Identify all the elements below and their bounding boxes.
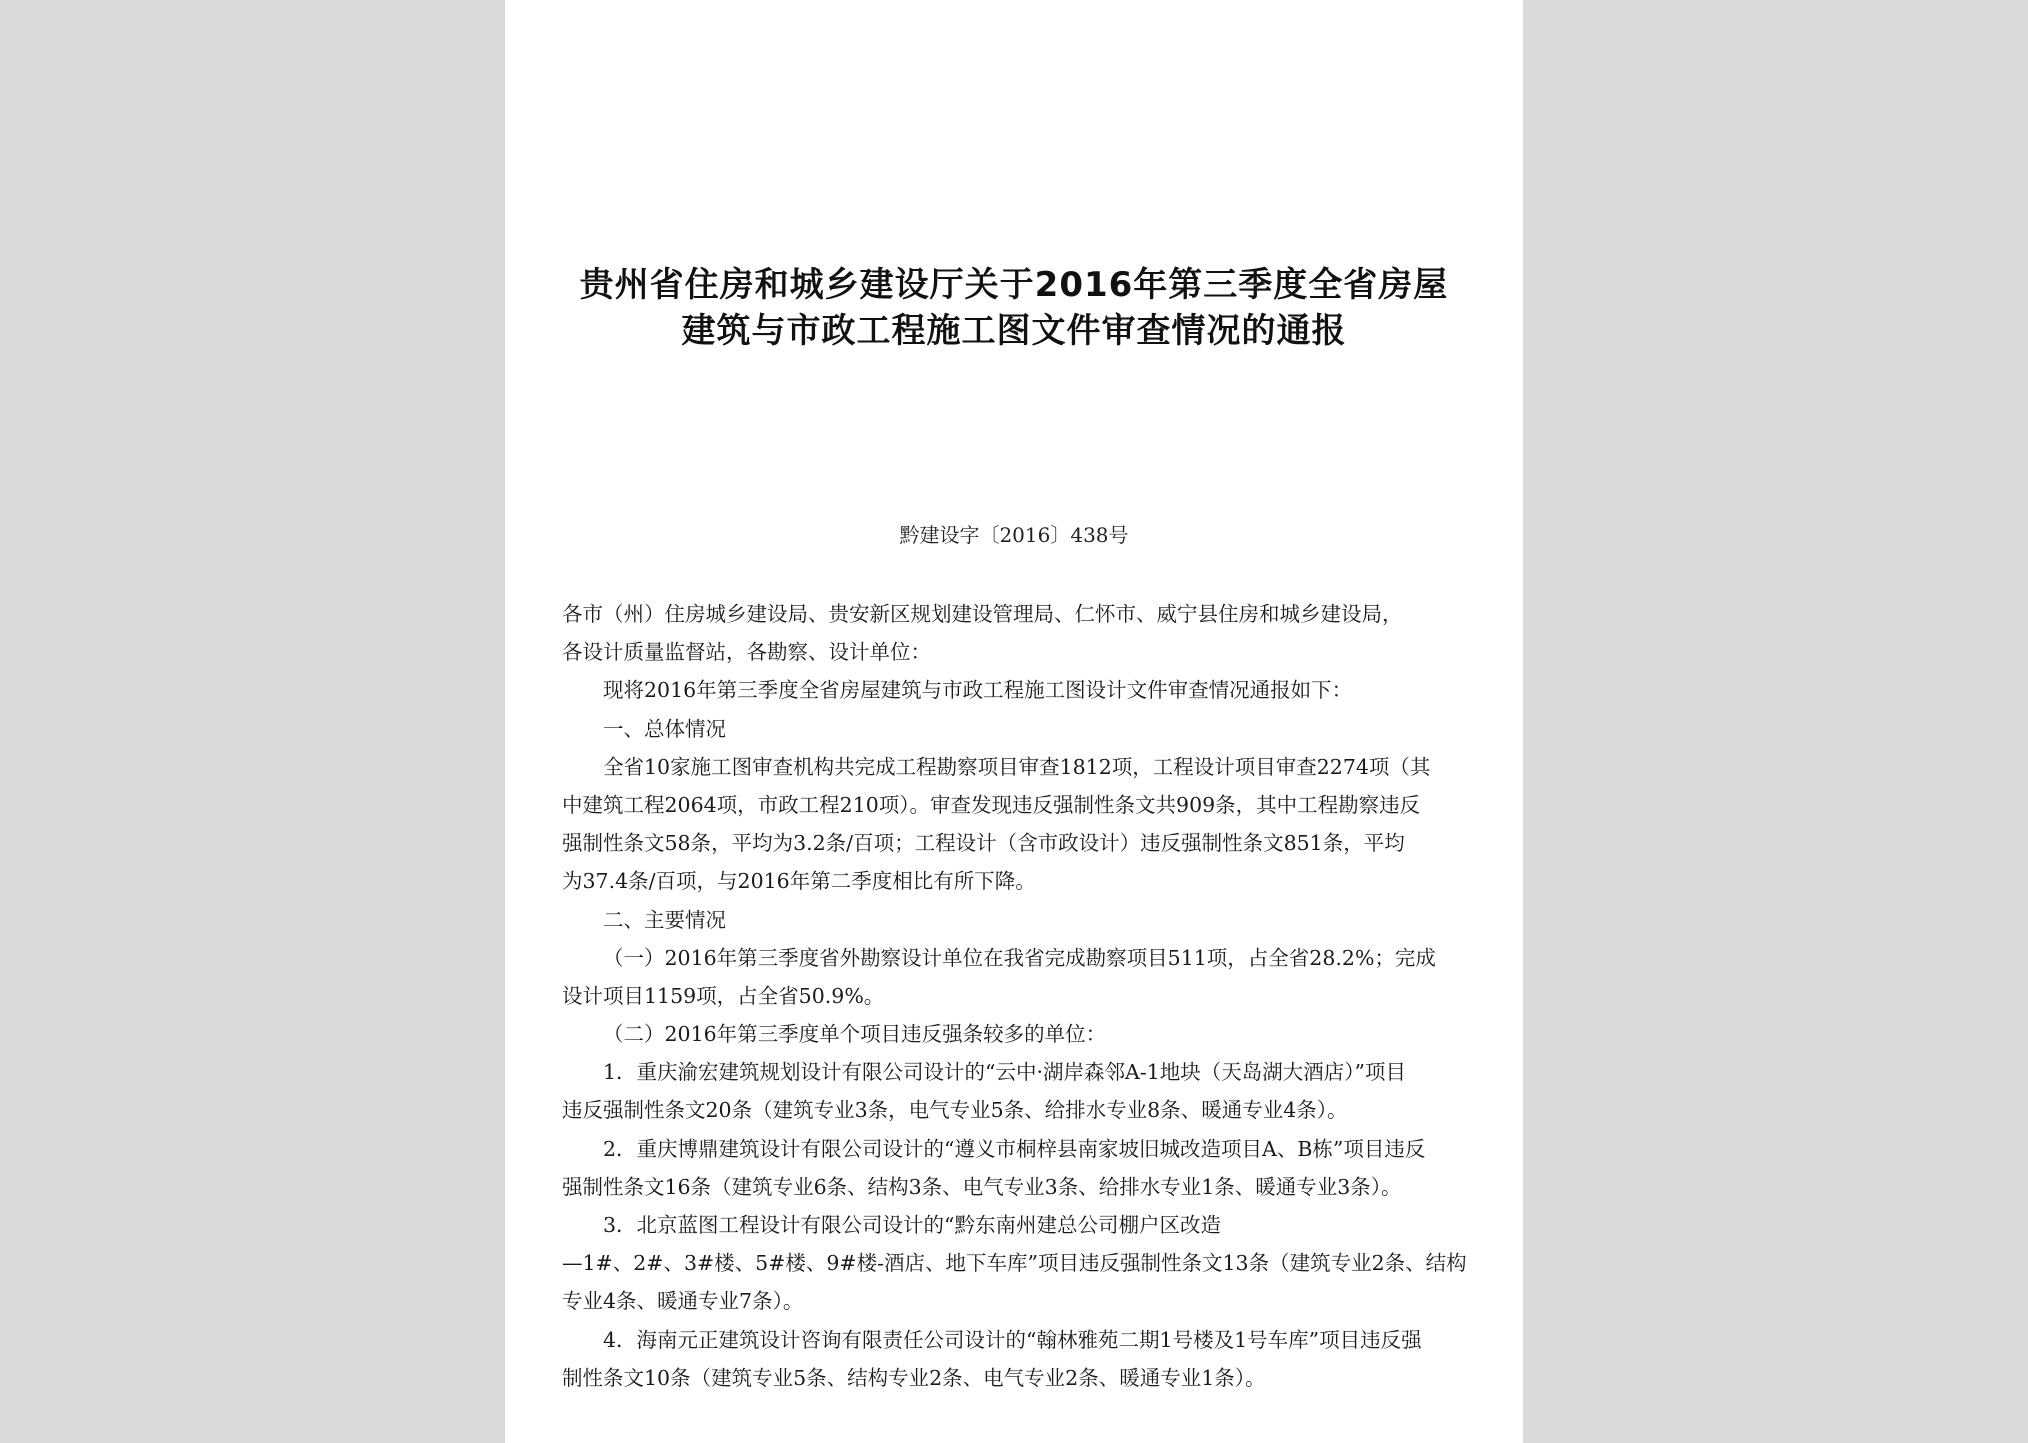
document-body — [562, 595, 1482, 1397]
body-line: 强制性条文16条（建筑专业6条、结构3条、电气专业3条、给排水专业1条、暖通专业3条）。 — [562, 1174, 1402, 1199]
body-line: 4．海南元正建筑设计咨询有限责任公司设计的“翰林雅苑二期1号楼及1号车库”项目违反强 — [603, 1327, 1422, 1352]
body-line: 全省10家施工图审查机构共完成工程勘察项目审查1812项，工程设计项目审查2274项（其 — [603, 754, 1431, 779]
body-line: 设计项目1159项，占全省50.9%。 — [562, 983, 885, 1008]
body-line: 一、总体情况 — [603, 716, 726, 741]
document-number: 黔建设字〔2016〕438号 — [899, 523, 1129, 547]
body-line: 1．重庆渝宏建筑规划设计有限公司设计的“云中·湖岸森邻A-1地块（天岛湖大酒店）”项目 — [603, 1060, 1407, 1085]
body-line: （二）2016年第三季度单个项目违反强条较多的单位： — [603, 1022, 1107, 1047]
body-line: 3．北京蓝图工程设计有限公司设计的“黔东南州建总公司棚户区改造 — [603, 1213, 1222, 1237]
body-line: 二、主要情况 — [603, 907, 726, 932]
body-line: 中建筑工程2064项，市政工程210项）。审查发现违反强制性条文共909条，其中工程勘察违反 — [562, 792, 1421, 817]
body-line: 各设计质量监督站，各勘察、设计单位： — [562, 640, 931, 665]
body-line: 制性条文10条（建筑专业5条、结构专业2条、电气专业2条、暖通专业1条）。 — [562, 1365, 1266, 1390]
body-line: —1#、2#、3#楼、5#楼、9#楼-酒店、地下车库”项目违反强制性条文13条（建筑专业2条、结构 — [562, 1251, 1467, 1276]
body-line: 强制性条文58条，平均为3.2条/百项；工程设计（含市政设计）违反强制性条文851条，平均 — [562, 831, 1405, 856]
body-line: 各市（州）住房城乡建设局、贵安新区规划建设管理局、仁怀市、威宁县住房和城乡建设局， — [562, 602, 1403, 626]
body-line: 为37.4条/百项，与2016年第二季度相比有所下降。 — [562, 869, 1036, 894]
body-line: （一）2016年第三季度省外勘察设计单位在我省完成勘察项目511项，占全省28.2%；完成 — [603, 945, 1436, 970]
body-line: 现将2016年第三季度全省房屋建筑与市政工程施工图设计文件审查情况通报如下： — [603, 678, 1353, 703]
title-line-1: 贵州省住房和城乡建设厅关于2016年第三季度全省房屋 — [579, 265, 1449, 305]
body-line: 2．重庆博鼎建筑设计有限公司设计的“遵义市桐梓县南家坡旧城改造项目A、B栋”项目违反 — [603, 1136, 1426, 1161]
document-page — [505, 0, 1523, 1443]
body-line: 专业4条、暖通专业7条）。 — [562, 1289, 804, 1314]
title-line-2: 建筑与市政工程施工图文件审查情况的通报 — [681, 311, 1347, 351]
document-title — [505, 262, 1523, 354]
body-line: 违反强制性条文20条（建筑专业3条，电气专业5条、给排水专业8条、暖通专业4条）。 — [562, 1098, 1348, 1123]
